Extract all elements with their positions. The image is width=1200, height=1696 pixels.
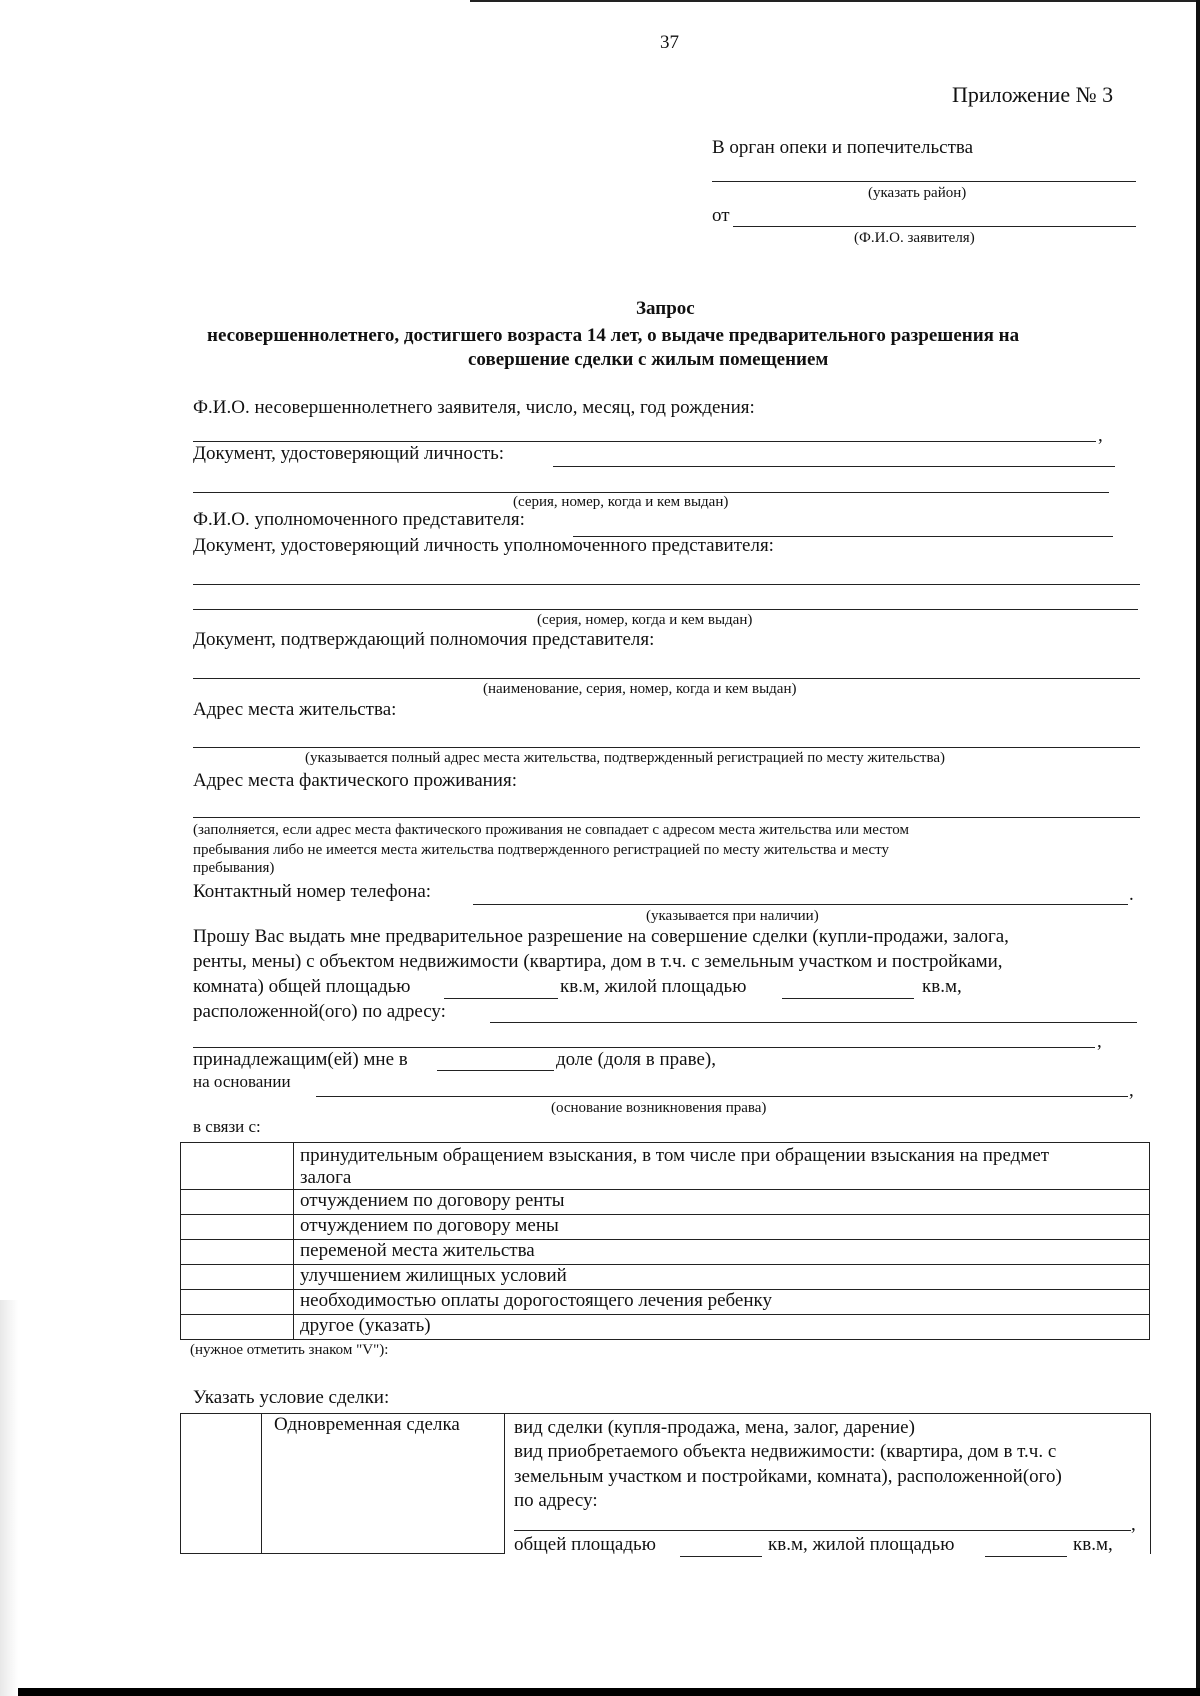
conditions-bottom-border <box>180 1553 505 1554</box>
reason-checkbox[interactable] <box>181 1215 294 1240</box>
rep-id-label: Документ, удостоверяющий личность уполномоченного представителя: <box>193 535 774 556</box>
basis-label: на основании <box>193 1072 291 1091</box>
request-line3-c: кв.м, <box>922 976 962 997</box>
condition-desc-4: по адресу: <box>514 1490 598 1511</box>
condition-type: Одновременная сделка <box>274 1414 460 1435</box>
residence-label: Адрес места жительства: <box>193 699 397 720</box>
reason-row <box>181 1143 1150 1190</box>
condition-desc-3: земельным участком и постройками, комната), расположенной(ого) <box>514 1466 1062 1487</box>
scan-edge-top <box>470 0 1200 2</box>
living-area-field[interactable] <box>782 998 914 999</box>
rep-authority-hint: (наименование, серия, номер, когда и кем выдан) <box>483 681 797 697</box>
reason-checkbox[interactable] <box>181 1315 294 1340</box>
from-label: от <box>712 205 730 226</box>
basis-field[interactable] <box>316 1096 1128 1097</box>
reason-label: другое (указать) <box>294 1315 1150 1340</box>
applicant-field[interactable] <box>733 226 1136 227</box>
applicant-hint: (Ф.И.О. заявителя) <box>854 230 975 246</box>
reason-label: отчуждением по договору мены <box>294 1215 1150 1240</box>
reason-label: переменой места жительства <box>294 1240 1150 1265</box>
minor-fio-label: Ф.И.О. несовершеннолетнего заявителя, число, месяц, год рождения: <box>193 397 755 418</box>
condition-address-field[interactable] <box>514 1530 1131 1531</box>
reason-label: принудительным обращением взыскания, в том числе при обращении взыскания на предмет залога <box>294 1143 1150 1190</box>
rep-id-field[interactable] <box>193 584 1140 585</box>
phone-label: Контактный номер телефона: <box>193 881 432 902</box>
page-number: 37 <box>660 32 679 53</box>
request-line3-b: кв.м, жилой площадью <box>560 976 747 997</box>
condition-desc-1: вид сделки (купля-продажа, мена, залог, дарение) <box>514 1417 915 1438</box>
reasons-note: (нужное отметить знаком "V"): <box>190 1342 389 1358</box>
actual-residence-hint-2: пребывания либо не имеется места жительства подтвержденного регистрацией по месту жительства и месту <box>193 842 889 858</box>
reason-row <box>181 1315 1150 1340</box>
reason-checkbox[interactable] <box>181 1190 294 1215</box>
addressee-to: В орган опеки и попечительства <box>712 137 974 158</box>
phone-end: . <box>1129 884 1134 905</box>
condition-total-area-field[interactable] <box>680 1556 762 1557</box>
reason-row <box>181 1265 1150 1290</box>
comma: , <box>1098 425 1103 446</box>
reason-row <box>181 1190 1150 1215</box>
reason-checkbox[interactable] <box>181 1265 294 1290</box>
phone-field[interactable] <box>473 904 1128 905</box>
rep-authority-field[interactable] <box>193 678 1140 679</box>
request-line4: расположенной(ого) по адресу: <box>193 1001 446 1022</box>
rep-fio-label: Ф.И.О. уполномоченного представителя: <box>193 509 525 530</box>
reasons-label: в связи с: <box>193 1117 261 1136</box>
minor-fio-field[interactable] <box>193 441 1096 442</box>
reason-label: улучшением жилищных условий <box>294 1265 1150 1290</box>
reason-label: отчуждением по договору ренты <box>294 1190 1150 1215</box>
reason-checkbox[interactable] <box>181 1240 294 1265</box>
reason-row <box>181 1240 1150 1265</box>
reasons-table <box>180 1142 1150 1340</box>
condition-area-c: кв.м, <box>1073 1534 1113 1555</box>
condition-checkbox[interactable] <box>180 1413 260 1553</box>
doc-title-line1: несовершеннолетнего, достигшего возраста 14 лет, о выдаче предварительного разрешения на <box>207 325 1020 346</box>
share-field[interactable] <box>437 1070 554 1071</box>
basis-hint: (основание возникновения права) <box>551 1100 767 1116</box>
comma: , <box>1097 1031 1102 1052</box>
id-document-field-2[interactable] <box>193 492 1109 493</box>
comma: , <box>1129 1080 1134 1101</box>
residence-field[interactable] <box>193 747 1140 748</box>
condition-area-b: кв.м, жилой площадью <box>768 1534 955 1555</box>
id-document-hint: (серия, номер, когда и кем выдан) <box>513 494 729 510</box>
conditions-label: Указать условие сделки: <box>193 1387 390 1408</box>
column-divider <box>261 1414 262 1554</box>
column-divider <box>504 1414 505 1554</box>
scan-shadow <box>0 1300 18 1696</box>
share-label-b: доле (доля в праве), <box>556 1049 716 1070</box>
appendix-label: Приложение № 3 <box>952 82 1114 107</box>
scan-edge-bottom <box>0 1688 1200 1696</box>
id-document-label: Документ, удостоверяющий личность: <box>193 443 505 464</box>
reason-label: необходимостью оплаты дорогостоящего лечения ребенку <box>294 1290 1150 1315</box>
request-line1: Прошу Вас выдать мне предварительное разрешение на совершение сделки (купли-продажи, залога, <box>193 926 1009 947</box>
rep-id-field-2[interactable] <box>193 609 1138 610</box>
phone-hint: (указывается при наличии) <box>646 908 819 924</box>
doc-title-line2: совершение сделки с жилым помещением <box>468 349 829 370</box>
condition-desc-2: вид приобретаемого объекта недвижимости: (квартира, дом в т.ч. с <box>514 1441 1057 1462</box>
request-line3-a: комната) общей площадью <box>193 976 411 997</box>
comma: , <box>1131 1514 1136 1535</box>
address-field-2[interactable] <box>193 1047 1095 1048</box>
condition-area-a: общей площадью <box>514 1534 656 1555</box>
reason-row <box>181 1290 1150 1315</box>
reason-checkbox[interactable] <box>181 1143 294 1190</box>
actual-residence-hint-3: пребывания) <box>193 860 275 876</box>
address-field[interactable] <box>490 1022 1137 1023</box>
district-hint: (указать район) <box>868 185 967 201</box>
reason-checkbox[interactable] <box>181 1290 294 1315</box>
rep-id-hint: (серия, номер, когда и кем выдан) <box>537 612 753 628</box>
district-field[interactable] <box>712 181 1136 182</box>
actual-residence-hint-1: (заполняется, если адрес места фактического проживания не совпадает с адресом места жительства или местом <box>193 822 909 838</box>
condition-living-area-field[interactable] <box>985 1556 1067 1557</box>
actual-residence-label: Адрес места фактического проживания: <box>193 770 517 791</box>
total-area-field[interactable] <box>444 998 558 999</box>
rep-authority-label: Документ, подтверждающий полномочия представителя: <box>193 629 655 650</box>
request-line2: ренты, мены) с объектом недвижимости (квартира, дом в т.ч. с земельным участком и постройками, <box>193 951 1003 972</box>
residence-hint: (указывается полный адрес места жительства, подтвержденный регистрацией по месту жительства) <box>305 750 946 766</box>
scan-edge-right <box>1196 0 1200 1696</box>
id-document-field[interactable] <box>553 466 1115 467</box>
doc-heading: Запрос <box>636 298 695 319</box>
reason-row <box>181 1215 1150 1240</box>
share-label-a: принадлежащим(ей) мне в <box>193 1049 408 1070</box>
actual-residence-field[interactable] <box>193 817 1140 818</box>
